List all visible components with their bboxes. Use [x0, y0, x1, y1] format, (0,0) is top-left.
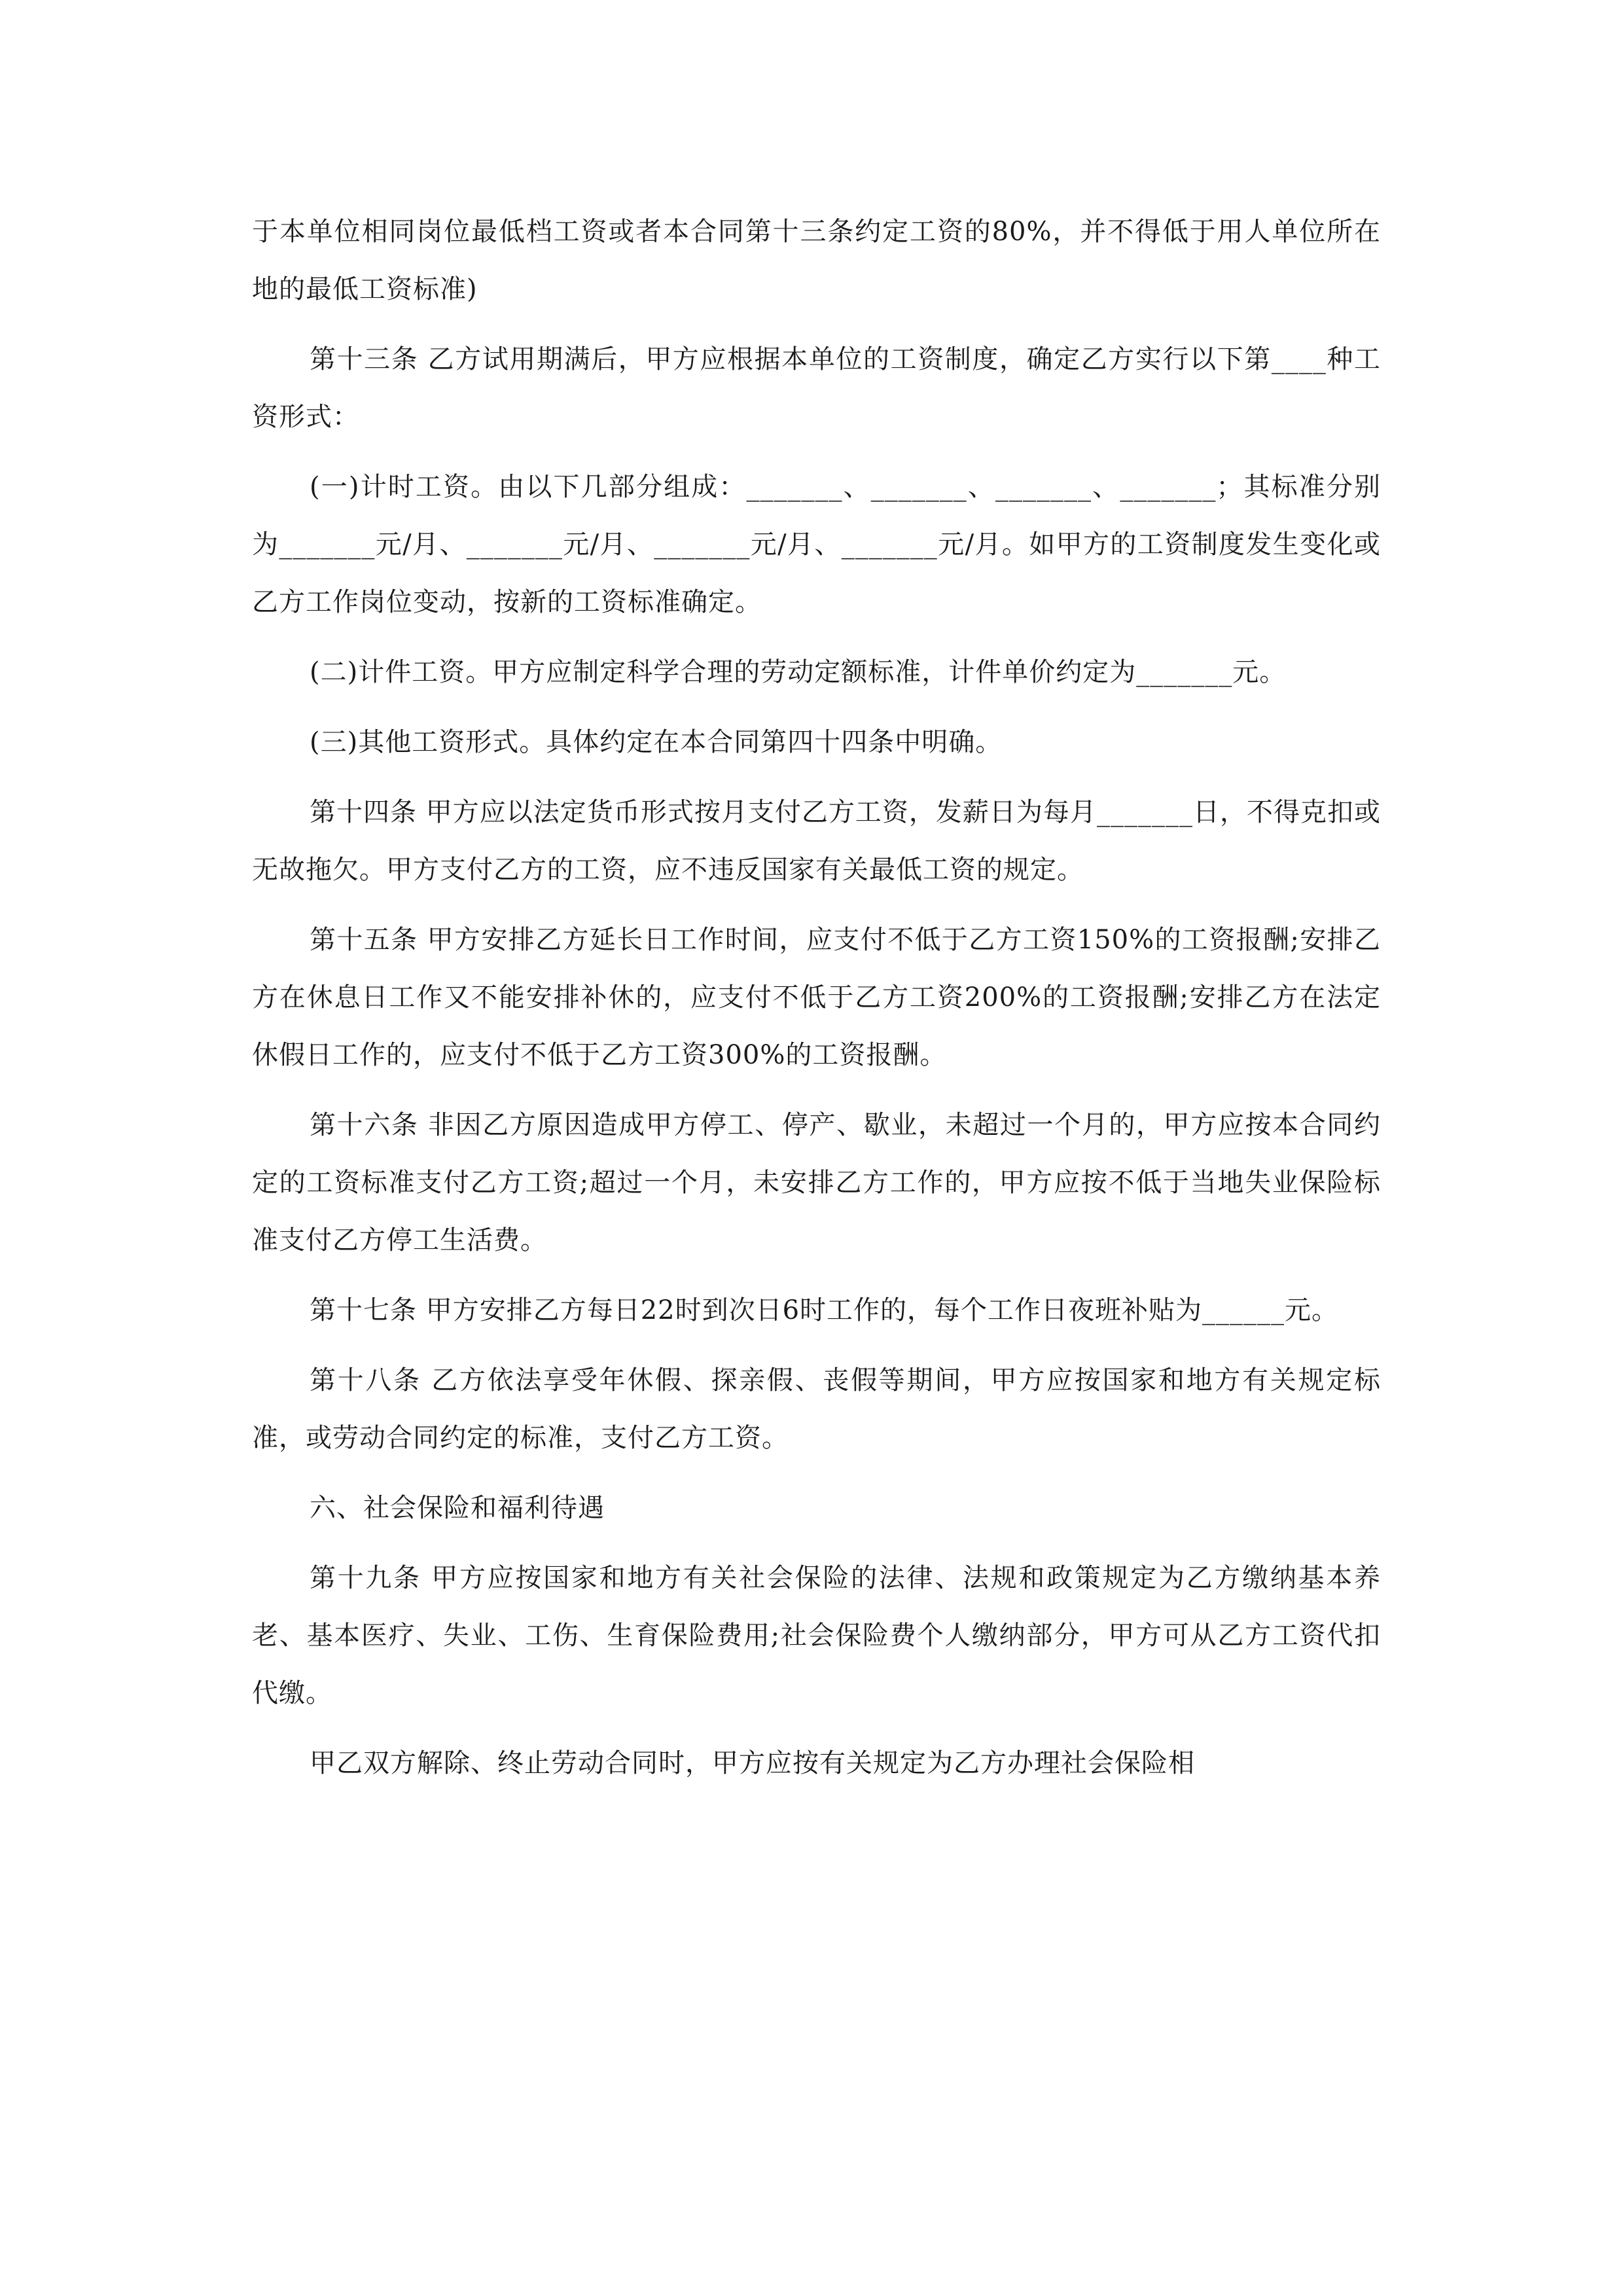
document-page — [252, 203, 1381, 1804]
paragraph-piece-wage: (二)计件工资。甲方应制定科学合理的劳动定额标准，计件单价约定为_______元。 — [310, 657, 1287, 687]
paragraph-contract-termination: 甲乙双方解除、终止劳动合同时，甲方应按有关规定为乙方办理社会保险相 — [310, 1748, 1195, 1778]
paragraph-article-19: 第十九条 甲方应按国家和地方有关社会保险的法律、法规和政策规定为乙方缴纳基本养老、基本医疗、失业、工伤、生育保险费用;社会保险费个人缴纳部分，甲方可从乙方工资代扣代缴。 — [252, 1563, 1381, 1708]
paragraph-wage-standard-continued: 于本单位相同岗位最低档工资或者本合同第十三条约定工资的80%，并不得低于用人单位所在地的最低工资标准) — [252, 217, 1381, 304]
paragraph-time-wage: (一)计时工资。由以下几部分组成：_______、_______、_______、_______；其标准分别为_______元/月、_______元/月、_______元/月、_______元/月。如甲方的工资制度发生变化或乙方工作岗位变动，按新的工资标准确定。 — [252, 472, 1381, 617]
paragraph-article-15: 第十五条 甲方安排乙方延长日工作时间，应支付不低于乙方工资150%的工资报酬;安排乙方在休息日工作又不能安排补休的，应支付不低于乙方工资200%的工资报酬;安排乙方在法定休假日工作的，应支付不低于乙方工资300%的工资报酬。 — [252, 925, 1381, 1070]
section-heading-social-insurance: 六、社会保险和福利待遇 — [310, 1493, 605, 1523]
paragraph-article-17: 第十七条 甲方安排乙方每日22时到次日6时工作的，每个工作日夜班补贴为______元。 — [310, 1295, 1339, 1325]
paragraph-article-16: 第十六条 非因乙方原因造成甲方停工、停产、歇业，未超过一个月的，甲方应按本合同约定的工资标准支付乙方工资;超过一个月，未安排乙方工作的，甲方应按不低于当地失业保险标准支付乙方停工生活费。 — [252, 1110, 1381, 1255]
paragraph-other-wage: (三)其他工资形式。具体约定在本合同第四十四条中明确。 — [310, 727, 1003, 757]
paragraph-article-18: 第十八条 乙方依法享受年休假、探亲假、丧假等期间，甲方应按国家和地方有关规定标准，或劳动合同约定的标准，支付乙方工资。 — [252, 1365, 1381, 1453]
paragraph-article-13: 第十三条 乙方试用期满后，甲方应根据本单位的工资制度，确定乙方实行以下第____种工资形式： — [252, 344, 1381, 432]
paragraph-article-14: 第十四条 甲方应以法定货币形式按月支付乙方工资，发薪日为每月_______日，不得克扣或无故拖欠。甲方支付乙方的工资，应不违反国家有关最低工资的规定。 — [252, 797, 1381, 885]
